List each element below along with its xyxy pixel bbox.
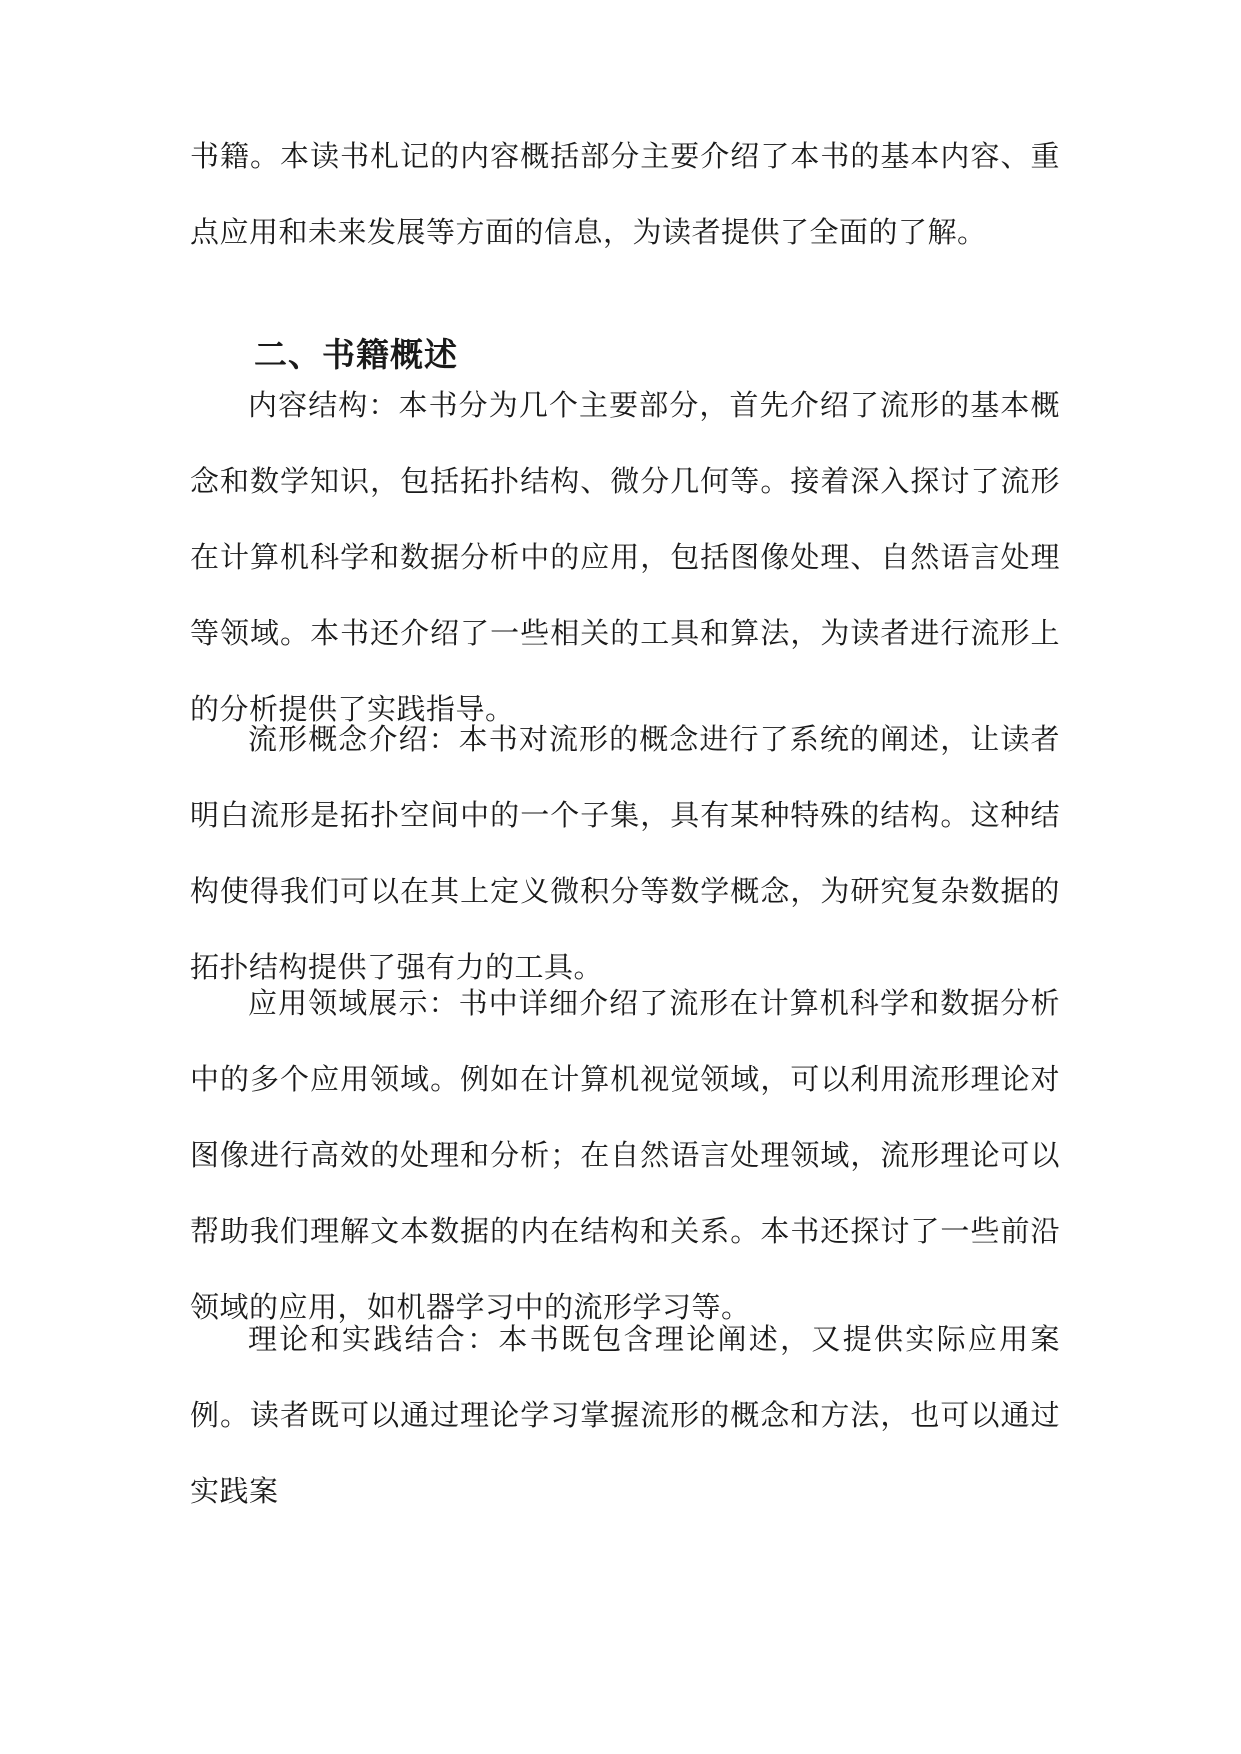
intro-continuation-paragraph: 书籍。本读书札记的内容概括部分主要介绍了本书的基本内容、重点应用和未来发展等方面的信息，为读者提供了全面的了解。	[190, 139, 1060, 249]
paragraph-manifold-concept: 流形概念介绍：本书对流形的概念进行了系统的阐述，让读者明白流形是拓扑空间中的一个子集，具有某种特殊的结构。这种结构使得我们可以在其上定义微积分等数学概念，为研究复杂数据的拓扑结构提供了强有力的工具。	[190, 722, 1060, 984]
section-heading: 二、书籍概述	[254, 335, 458, 374]
paragraph-content-structure: 内容结构：本书分为几个主要部分，首先介绍了流形的基本概念和数学知识，包括拓扑结构、微分几何等。接着深入探讨了流形在计算机科学和数据分析中的应用，包括图像处理、自然语言处理等领域。本书还介绍了一些相关的工具和算法，为读者进行流形上的分析提供了实践指导。	[190, 388, 1060, 726]
paragraph-theory-practice: 理论和实践结合：本书既包含理论阐述，又提供实际应用案例。读者既可以通过理论学习掌握流形的概念和方法，也可以通过实践案	[190, 1322, 1060, 1508]
paragraph-application-areas: 应用领域展示：书中详细介绍了流形在计算机科学和数据分析中的多个应用领域。例如在计算机视觉领域，可以利用流形理论对图像进行高效的处理和分析；在自然语言处理领域，流形理论可以帮助我们理解文本数据的内在结构和关系。本书还探讨了一些前沿领域的应用，如机器学习中的流形学习等。	[190, 986, 1060, 1324]
